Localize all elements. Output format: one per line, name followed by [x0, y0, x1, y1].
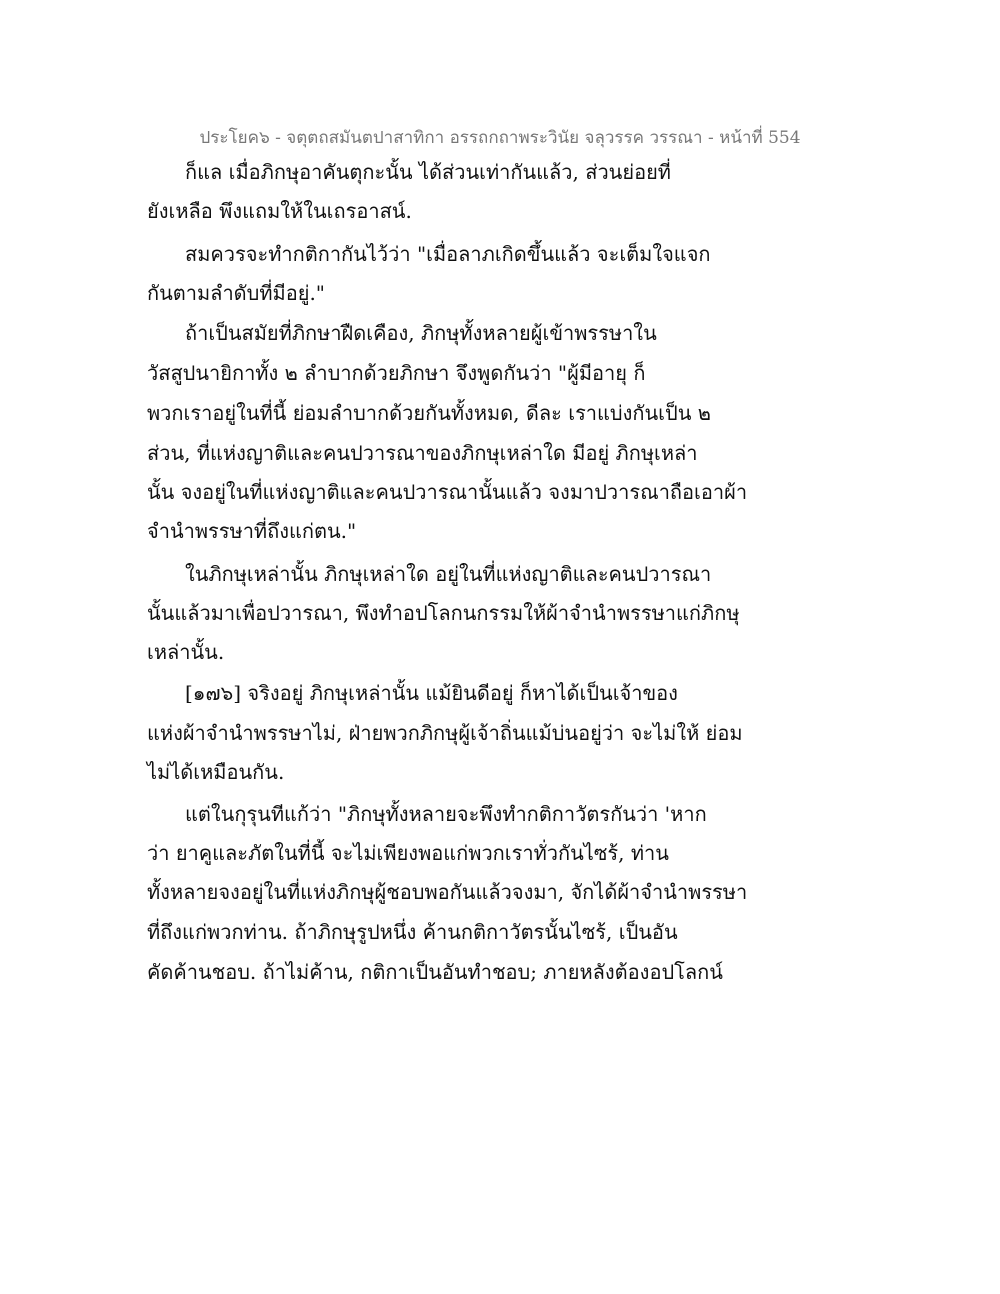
text-line: จำนำพรรษาที่ถึงแก่ตน.": [147, 519, 357, 543]
text-line: ก็แล เมื่อภิกษุอาคันตุกะนั้น ได้ส่วนเท่ากันแล้ว, ส่วนย่อยที่: [185, 160, 671, 184]
text-line: พวกเราอยู่ในที่นี้ ย่อมลำบากด้วยกันทั้งหมด, ดีละ เราแบ่งกันเป็น ๒: [147, 401, 711, 425]
text-line: ในภิกษุเหล่านั้น ภิกษุเหล่าใด อยู่ในที่แห่งญาติและคนปวารณา: [185, 562, 712, 586]
text-line: สมควรจะทำกติกากันไว้ว่า "เมื่อลาภเกิดขึ้นแล้ว จะเต็มใจแจก: [185, 242, 711, 266]
text-line: แห่งผ้าจำนำพรรษาไม่, ฝ่ายพวกภิกษุผู้เจ้าถิ่นแม้บ่นอยู่ว่า จะไม่ให้ ย่อม: [147, 721, 743, 745]
text-line: [๑๗๖] จริงอยู่ ภิกษุเหล่านั้น แม้ยินดีอยู่ ก็หาได้เป็นเจ้าของ: [185, 681, 678, 705]
text-line: วัสสูปนายิกาทั้ง ๒ ลำบากด้วยภิกษา จึงพูดกันว่า "ผู้มีอายุ ก็: [147, 361, 646, 385]
running-header: ประโยค๖ - จตุตถสมันตปาสาทิกา อรรถกถาพระวินัย จลุวรรค วรรณา - หน้าที่ 554: [199, 128, 801, 148]
text-line: นั้น จงอยู่ในที่แห่งญาติและคนปวารณานั้นแล้ว จงมาปวารณาถือเอาผ้า: [147, 480, 748, 504]
text-line: ถ้าเป็นสมัยที่ภิกษาฝืดเคือง, ภิกษุทั้งหลายผู้เข้าพรรษาใน: [185, 321, 657, 345]
text-line: ที่ถึงแก่พวกท่าน. ถ้าภิกษุรูปหนึ่ง ค้านกติกาวัตรนั้นไซร้, เป็นอัน: [147, 920, 678, 944]
text-line: ทั้งหลายจงอยู่ในที่แห่งภิกษุผู้ชอบพอกันแล้วจงมา, จักได้ผ้าจำนำพรรษา: [147, 880, 748, 904]
text-line: นั้นแล้วมาเพื่อปวารณา, พึงทำอปโลกนกรรมให้ผ้าจำนำพรรษาแก่ภิกษุ: [147, 601, 740, 625]
text-line: ส่วน, ที่แห่งญาติและคนปวารณาของภิกษุเหล่าใด มีอยู่ ภิกษุเหล่า: [147, 441, 698, 465]
text-line: ว่า ยาคูและภัตในที่นี้ จะไม่เพียงพอแก่พวกเราทั่วกันไซร้, ท่าน: [147, 841, 669, 865]
text-line: ยังเหลือ พึงแถมให้ในเถรอาสน์.: [147, 199, 412, 223]
text-line: ไม่ได้เหมือนกัน.: [147, 760, 285, 784]
text-line: กันตามลำดับที่มีอยู่.": [147, 281, 326, 305]
text-line: คัดค้านชอบ. ถ้าไม่ค้าน, กติกาเป็นอันทำชอบ; ภายหลังต้องอปโลกน์: [147, 960, 723, 984]
text-line: เหล่านั้น.: [147, 640, 225, 664]
text-line: แต่ในกุรุนทีแก้ว่า "ภิกษุทั้งหลายจะพึงทำกติกาวัตรกันว่า 'หาก: [185, 802, 707, 826]
